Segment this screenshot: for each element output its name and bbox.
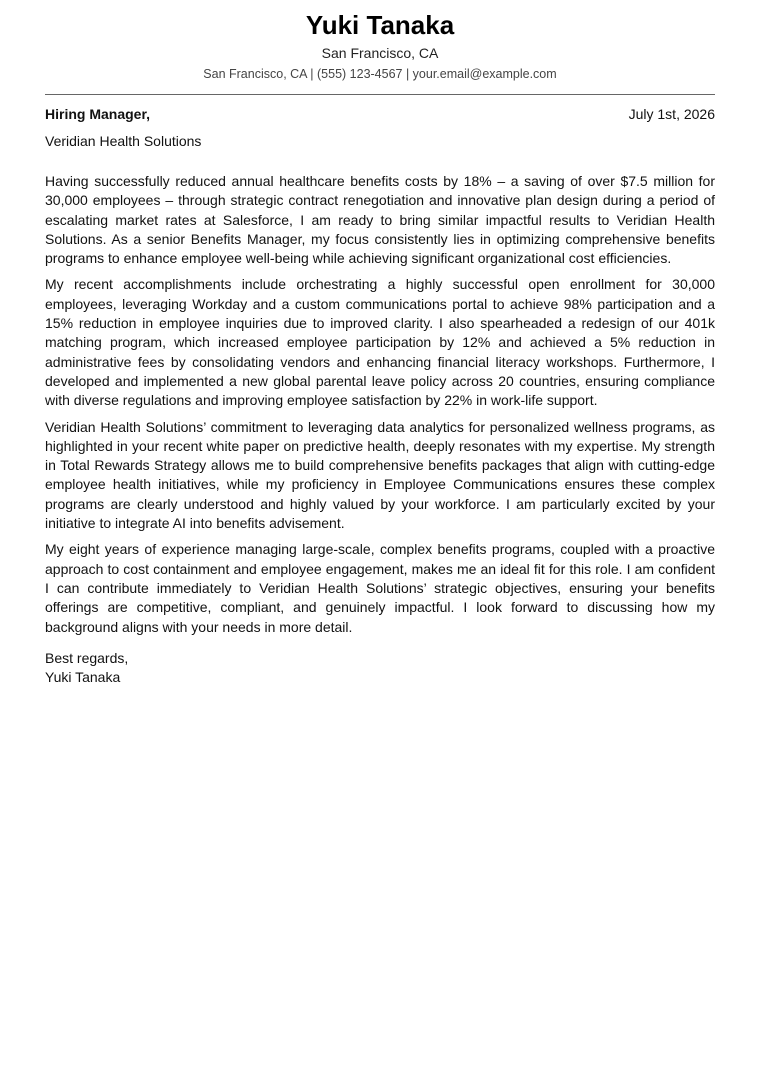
body-paragraph: My eight years of experience managing large-scale, complex benefits programs, coupled with a proactive approach to cost containment and employee engagement, makes me an ideal fit for this role. I am confident I can contribute immediately to Veridian Health Solutions’ strategic objectives, ensuring your benefits offerings are competitive, compliant, and genuinely impactful. I look forward to discussing how my background aligns with your needs in more detail. [45, 541, 715, 635]
header-divider [45, 94, 715, 95]
recipient-company: Veridian Health Solutions [45, 133, 202, 149]
contact-line: San Francisco, CA | (555) 123-4567 | your.email@example.com [203, 67, 557, 81]
closing-phrase: Best regards, [45, 649, 129, 666]
body-paragraph: Veridian Health Solutions’ commitment to leveraging data analytics for personalized wellness programs, as highlighted in your recent white paper on predictive health, deeply resonates with my expertise. My strength in Total Rewards Strategy allows me to build comprehensive benefits packages that align with cutting-edge employee health initiatives, while my proficiency in Employee Communications ensures these complex programs are clearly understood and highly valued by your workforce. I am particularly excited by your initiative to integrate AI into benefits advisement. [45, 418, 715, 532]
salutation-row [45, 105, 715, 123]
body-paragraph: Having successfully reduced annual healthcare benefits costs by 18% – a saving of over $7.5 million for 30,000 employees – through strategic contract renegotiation and innovative plan design during a period of escalating market rates at Salesforce, I am ready to bring similar impactful results to Veridian Health Solutions. As a senior Benefits Manager, my focus consistently lies in optimizing comprehensive benefits programs to enhance employee well-being while achieving significant organizational cost efficiencies. [45, 173, 715, 267]
applicant-location: San Francisco, CA [321, 45, 439, 61]
letter-date: July 1st, 2026 [628, 106, 715, 122]
recipient-salutation: Hiring Manager, [45, 106, 151, 122]
letter-header [45, 0, 715, 82]
body-paragraph: My recent accomplishments include orchestrating a highly successful open enrollment for 30,000 employees, leveraging Workday and a custom communications portal to achieve 98% participation and a 15% reduction in employee inquiries due to improved clarity. I also spearheaded a redesign of our 401k matching program, which increased employee participation by 12% and achieved a 5% reduction in administrative fees by consolidating vendors and enhancing financial literacy workshops. Furthermore, I developed and implemented a new global parental leave policy across 20 countries, ensuring compliance with diverse regulations and improving employee satisfaction by 22% in work-life support. [45, 276, 715, 409]
letter-body [45, 172, 715, 637]
applicant-name: Yuki Tanaka [305, 10, 455, 40]
signature-name: Yuki Tanaka [45, 669, 121, 686]
letter-closing [45, 649, 715, 688]
